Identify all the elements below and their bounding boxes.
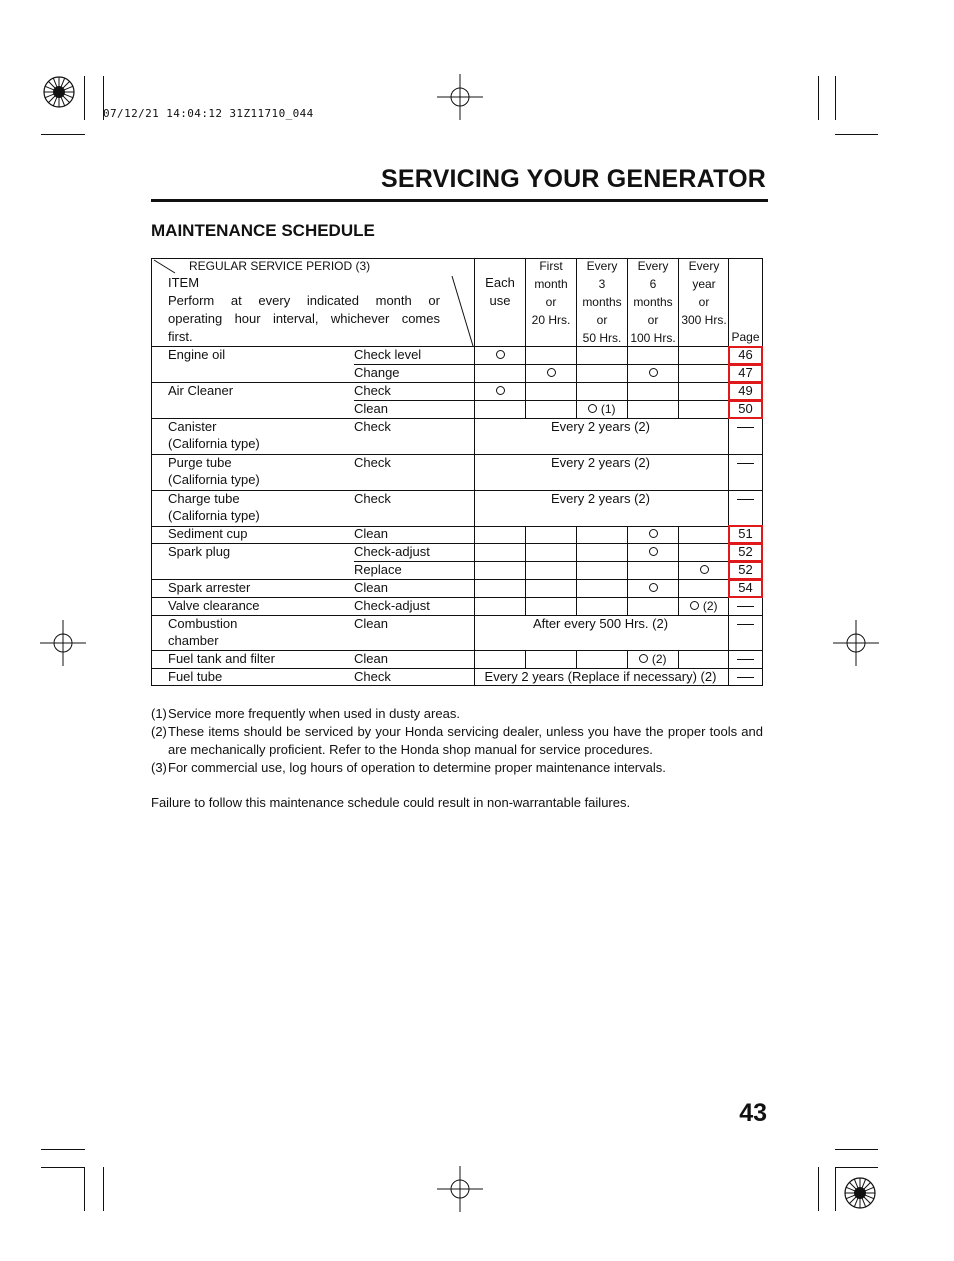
page-number: 43	[739, 1099, 767, 1127]
header-perform-line-3: first.	[168, 329, 193, 344]
registration-mark-top-icon	[437, 74, 483, 120]
section-title: MAINTENANCE SCHEDULE	[151, 221, 375, 240]
row-action: Clean	[354, 401, 388, 416]
row-action: Change	[354, 365, 400, 380]
row-action: Clean	[354, 616, 388, 631]
header-col-every-6-months: Every 6 months or 100 Hrs.	[630, 259, 676, 345]
row-interval: Every 2 years (2)	[551, 419, 650, 434]
row-item-sub: (California type)	[168, 508, 260, 523]
footnote: (1) Service more frequently when used in dusty areas.	[151, 706, 460, 721]
no-page-dash	[737, 606, 754, 607]
maintenance-schedule-table	[151, 258, 763, 686]
row-item-sub: chamber	[168, 633, 219, 648]
check-mark-icon	[628, 525, 678, 543]
row-action: Check	[354, 419, 391, 434]
header-item: ITEM	[168, 275, 200, 290]
page-highlight-box	[728, 543, 763, 562]
page-highlight-box	[728, 561, 763, 580]
registration-mark-bottom-icon	[437, 1166, 483, 1212]
print-stamp: 07/12/21 14:04:12 31Z11710_044	[103, 107, 314, 120]
row-item: Purge tube	[168, 455, 232, 470]
page-highlight-box	[728, 346, 763, 365]
no-page-dash	[737, 624, 754, 625]
row-action: Check-adjust	[354, 544, 430, 559]
no-page-dash	[737, 427, 754, 428]
check-mark-icon	[679, 561, 729, 579]
row-item: Sediment cup	[168, 526, 248, 541]
check-mark-icon: (2)	[628, 650, 678, 668]
title-rule	[151, 199, 768, 202]
row-item: Spark plug	[168, 544, 231, 559]
check-mark-icon	[526, 364, 576, 382]
check-mark-icon	[628, 579, 678, 597]
check-mark-icon: (1)	[577, 400, 627, 418]
no-page-dash	[737, 659, 754, 660]
row-action: Clean	[354, 651, 388, 666]
row-page: 47	[738, 365, 753, 380]
row-action: Check	[354, 455, 391, 470]
row-action: Check-adjust	[354, 598, 430, 613]
page-highlight-box	[728, 382, 763, 401]
row-item: Valve clearance	[168, 598, 260, 613]
no-page-dash	[737, 463, 754, 464]
header-col-page: Page	[731, 330, 760, 344]
row-action: Clean	[354, 580, 388, 595]
row-action: Check level	[354, 347, 422, 362]
no-page-dash	[737, 499, 754, 500]
footnote: (2) These items should be serviced by your Honda servicing dealer, unless you have the proper tools and are mechanically proficient. Refer to the Honda shop manual for service procedures.	[151, 724, 763, 757]
starburst-mark-top-left-icon	[42, 75, 76, 109]
check-mark-icon	[628, 364, 678, 382]
row-interval: Every 2 years (2)	[551, 491, 650, 506]
failure-warning: Failure to follow this maintenance schedule could result in non-warrantable failures.	[151, 795, 631, 810]
row-page: 50	[738, 401, 753, 416]
page-title: SERVICING YOUR GENERATOR	[381, 165, 766, 193]
header-col-every-year: Every year or 300 Hrs.	[681, 259, 727, 327]
row-action: Check	[354, 383, 391, 398]
footnote: (3) For commercial use, log hours of operation to determine proper maintenance intervals.	[151, 760, 666, 775]
row-page: 51	[738, 526, 753, 541]
row-interval: After every 500 Hrs. (2)	[532, 616, 669, 631]
row-item: Charge tube	[168, 491, 240, 506]
check-mark-icon: (2)	[679, 597, 729, 615]
registration-mark-left-icon	[40, 620, 86, 666]
row-item-sub: (California type)	[168, 436, 260, 451]
check-mark-icon	[628, 543, 678, 561]
row-page: 49	[738, 383, 753, 398]
row-page: 52	[738, 562, 753, 577]
page-highlight-box	[728, 364, 763, 383]
footnotes	[151, 705, 763, 777]
row-action: Check	[354, 491, 391, 506]
row-page: 46	[738, 347, 753, 362]
row-action: Clean	[354, 526, 388, 541]
registration-mark-right-icon	[833, 620, 879, 666]
header-col-every-3-months: Every 3 months or 50 Hrs.	[582, 259, 622, 345]
header-col-first-month: First month or 20 Hrs.	[531, 259, 571, 327]
row-item: Fuel tube	[168, 669, 223, 684]
check-mark-icon	[475, 382, 525, 400]
row-item-sub: (California type)	[168, 472, 260, 487]
starburst-mark-bottom-right-icon	[843, 1176, 877, 1210]
page-highlight-box	[728, 525, 763, 544]
row-item: Fuel tank and filter	[168, 651, 275, 666]
page-highlight-box	[728, 400, 763, 419]
row-item: Air Cleaner	[168, 383, 234, 398]
row-page: 52	[738, 544, 753, 559]
no-page-dash	[737, 677, 754, 678]
row-action: Replace	[354, 562, 402, 577]
row-interval: Every 2 years (Replace if necessary) (2)	[484, 669, 717, 684]
page-highlight-box	[728, 579, 763, 598]
header-col-each-use: Each use	[485, 275, 515, 308]
row-item: Combustion	[168, 616, 238, 631]
row-item: Canister	[168, 419, 217, 434]
header-perform-line-1: Perform at every indicated month or	[168, 293, 440, 308]
row-page: 54	[738, 580, 753, 595]
row-item: Engine oil	[168, 347, 226, 362]
check-mark-icon	[475, 346, 525, 364]
header-perform-line-2: operating hour interval, whichever comes	[168, 311, 440, 326]
header-period: REGULAR SERVICE PERIOD (3)	[189, 259, 371, 273]
row-interval: Every 2 years (2)	[551, 455, 650, 470]
row-item: Spark arrester	[168, 580, 251, 595]
row-action: Check	[354, 669, 391, 684]
